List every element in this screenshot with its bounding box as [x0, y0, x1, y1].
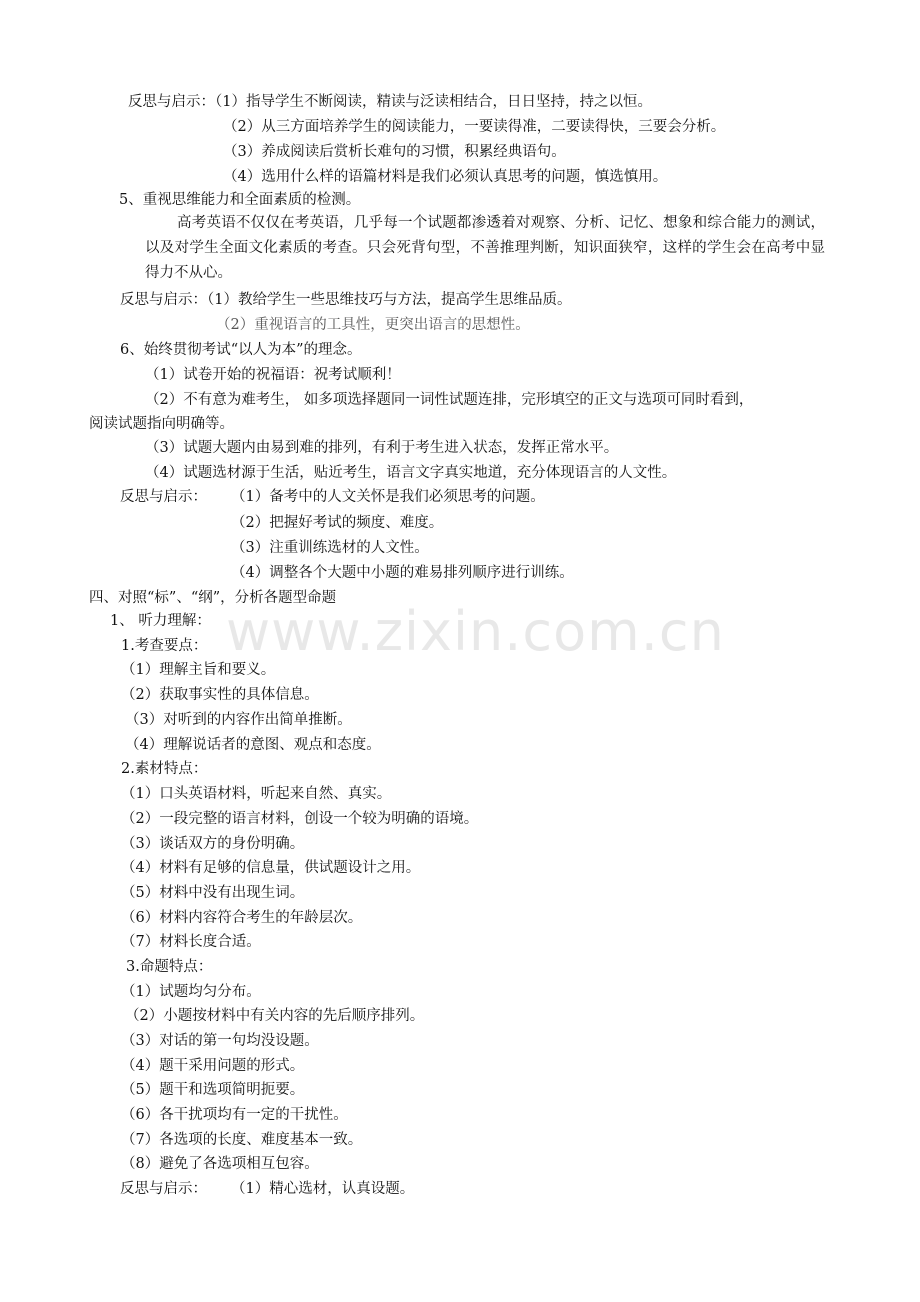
text-line: （3）养成阅读后赏析长难句的习惯，积累经典语句。 — [223, 144, 566, 160]
text-line: 1.考查要点： — [121, 638, 208, 654]
text-line: （2）一段完整的语言材料，创设一个较为明确的语境。 — [121, 811, 479, 827]
text-line: （2）从三方面培养学生的阅读能力，一要读得准，二要读得快，三要会分析。 — [223, 119, 726, 135]
text-line: （4）选用什么样的语篇材料是我们必须认真思考的问题，慎选慎用。 — [223, 169, 668, 185]
text-line: 3.命题特点： — [126, 959, 213, 975]
text-line: （5）题干和选项简明扼要。 — [121, 1082, 305, 1098]
subsection-heading: 1、 听力理解： — [110, 613, 211, 629]
text-line: 反思与启示： — [120, 1181, 207, 1197]
text-line: （3）试题大题内由易到难的排列，有利于考生进入状态，发挥正常水平。 — [145, 440, 619, 456]
text-line: （1）口头英语材料，听起来自然、真实。 — [121, 786, 392, 802]
section-heading: 5、重视思维能力和全面素质的检测。 — [119, 192, 361, 208]
text-line: （3）对话的第一句均没设题。 — [121, 1033, 319, 1049]
text-line: （4）试题选材源于生活，贴近考生，语言文字真实地道，充分体现语言的人文性。 — [145, 465, 677, 481]
text-line: （1）试卷开始的祝福语：祝考试顺利！ — [145, 367, 401, 383]
text-line: （2）重视语言的工具性，更突出语言的思想性。 — [216, 317, 530, 333]
text-line: （2）获取事实性的具体信息。 — [121, 687, 319, 703]
text-line: （6）材料内容符合考生的年龄层次。 — [121, 910, 363, 926]
text-line: （7）各选项的长度、难度基本一致。 — [121, 1132, 363, 1148]
text-line: （7）材料长度合适。 — [121, 934, 261, 950]
section-heading: 四、对照“标”、“纲”，分析各题型命题 — [89, 590, 337, 606]
text-line: （3）谈话双方的身份明确。 — [121, 836, 305, 852]
text-line: 2.素材特点： — [121, 761, 208, 777]
text-line: （4）题干采用问题的形式。 — [121, 1058, 305, 1074]
text-line: （1）试题均匀分布。 — [121, 984, 261, 1000]
text-line: （3）对听到的内容作出简单推断。 — [125, 712, 352, 728]
text-line: 反思与启示： — [120, 489, 207, 505]
text-line: （8）避免了各选项相互包容。 — [121, 1156, 319, 1172]
body-paragraph: 高考英语不仅仅在考英语，几乎每一个试题都渗透着对观察、分析、记忆、想象和综合能力的测试，以及对学生全面文化素质的考查。只会死背句型，不善推理判断，知识面狭窄，这样的学生会在高考中显得力不从心。 — [145, 215, 825, 281]
text-line: 反思与启示：（1）指导学生不断阅读，精读与泛读相结合，日日坚持，持之以恒。 — [128, 94, 652, 110]
text-line: （4）理解说话者的意图、观点和态度。 — [125, 737, 381, 753]
text-line: （4）材料有足够的信息量，供试题设计之用。 — [121, 860, 421, 876]
text-line: 阅读试题指向明确等。 — [89, 416, 234, 432]
text-line: 反思与启示：（1）教给学生一些思维技巧与方法，提高学生思维品质。 — [120, 292, 572, 308]
text-line: （5）材料中没有出现生词。 — [121, 885, 305, 901]
text-line: （3）注重训练选材的人文性。 — [231, 540, 429, 556]
text-line: （1）理解主旨和要义。 — [121, 662, 276, 678]
section-heading: 6、始终贯彻考试“以人为本”的理念。 — [120, 342, 362, 358]
watermark: www.zixin.com.cn — [226, 600, 725, 663]
text-line: （6）各干扰项均有一定的干扰性。 — [121, 1107, 348, 1123]
text-line: （1）精心选材，认真设题。 — [231, 1181, 415, 1197]
text-line: （2）小题按材料中有关内容的先后顺序排列。 — [125, 1008, 425, 1024]
text-line: （2）不有意为难考生， 如多项选择题同一词性试题连排，完形填空的正文与选项可同时看到， — [145, 392, 754, 408]
text-line: （2）把握好考试的频度、难度。 — [231, 515, 444, 531]
text-line: （4）调整各个大题中小题的难易排列顺序进行训练。 — [231, 565, 574, 581]
text-line: （1）备考中的人文关怀是我们必须思考的问题。 — [231, 489, 545, 505]
